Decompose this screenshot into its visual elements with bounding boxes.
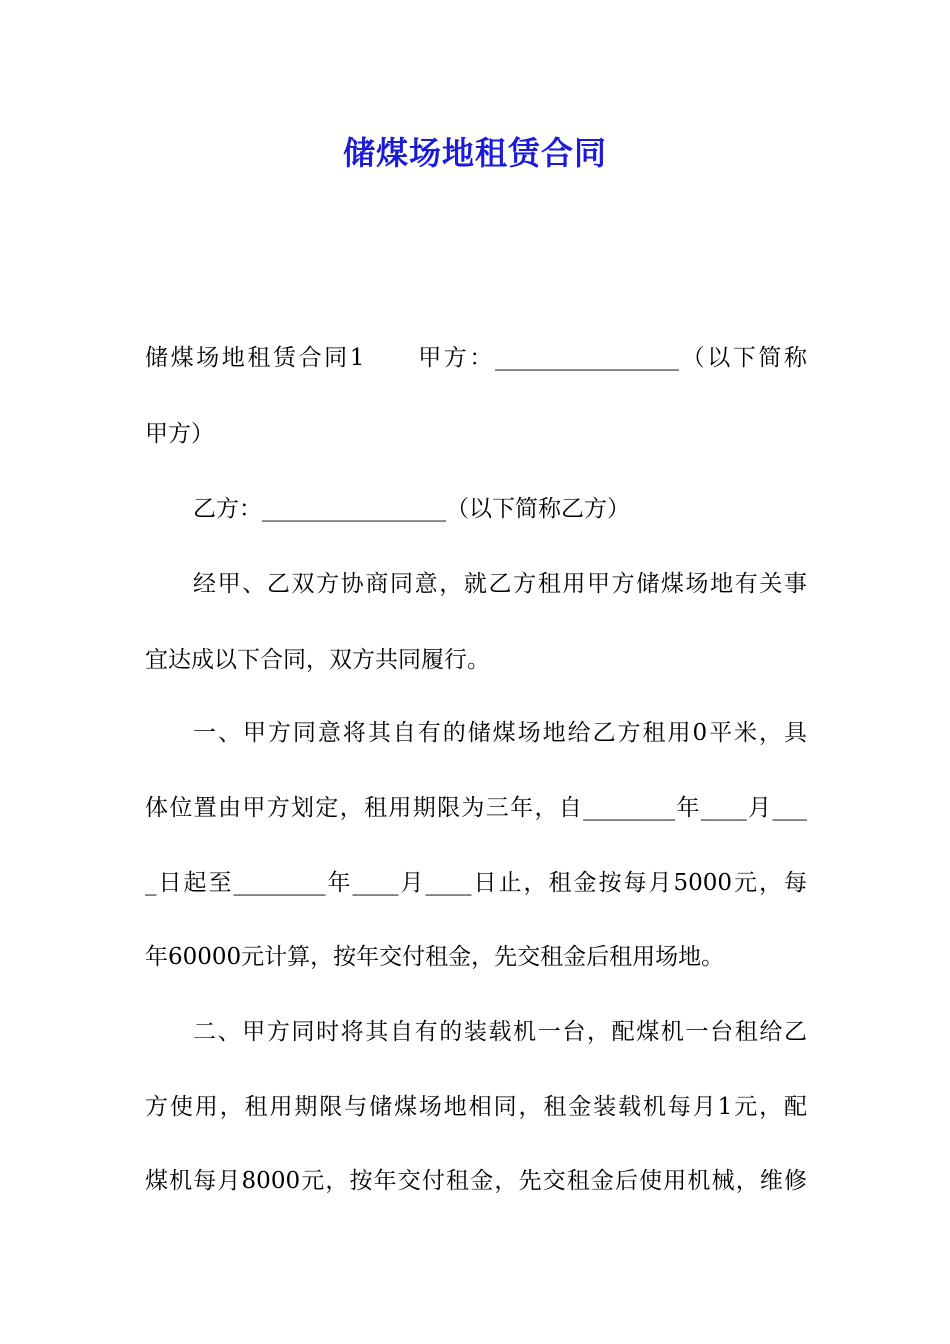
paragraph-line: 宜达成以下合同，双方共同履行。 <box>145 647 490 673</box>
paragraph-line: _日起至________年____月____日止，租金按每月5000元，每 <box>145 870 807 896</box>
paragraph-line: 年60000元计算，按年交付租金，先交租金后租用场地。 <box>145 944 725 970</box>
paragraph-line: 甲方） <box>145 421 214 447</box>
paragraph-line: 二、甲方同时将其自有的装载机一台，配煤机一台租给乙 <box>193 1019 807 1045</box>
paragraph-line: 煤机每月8000元，按年交付租金，先交租金后使用机械，维修 <box>145 1168 807 1194</box>
paragraph-line: 储煤场地租赁合同1 甲方：________________（以下简称 <box>145 345 807 371</box>
paragraph-line: 体位置由甲方划定，租用期限为三年，自________年____月___ <box>145 795 807 821</box>
paragraph-line: 方使用，租用期限与储煤场地相同，租金装载机每月1元，配 <box>145 1094 807 1120</box>
paragraph-line: 经甲、乙双方协商同意，就乙方租用甲方储煤场地有关事 <box>193 571 807 597</box>
document-title: 储煤场地租赁合同 <box>342 134 607 172</box>
paragraph-line: 一、甲方同意将其自有的储煤场地给乙方租用0平米，具 <box>193 720 807 746</box>
paragraph-line: 乙方：________________（以下简称乙方） <box>193 496 630 522</box>
